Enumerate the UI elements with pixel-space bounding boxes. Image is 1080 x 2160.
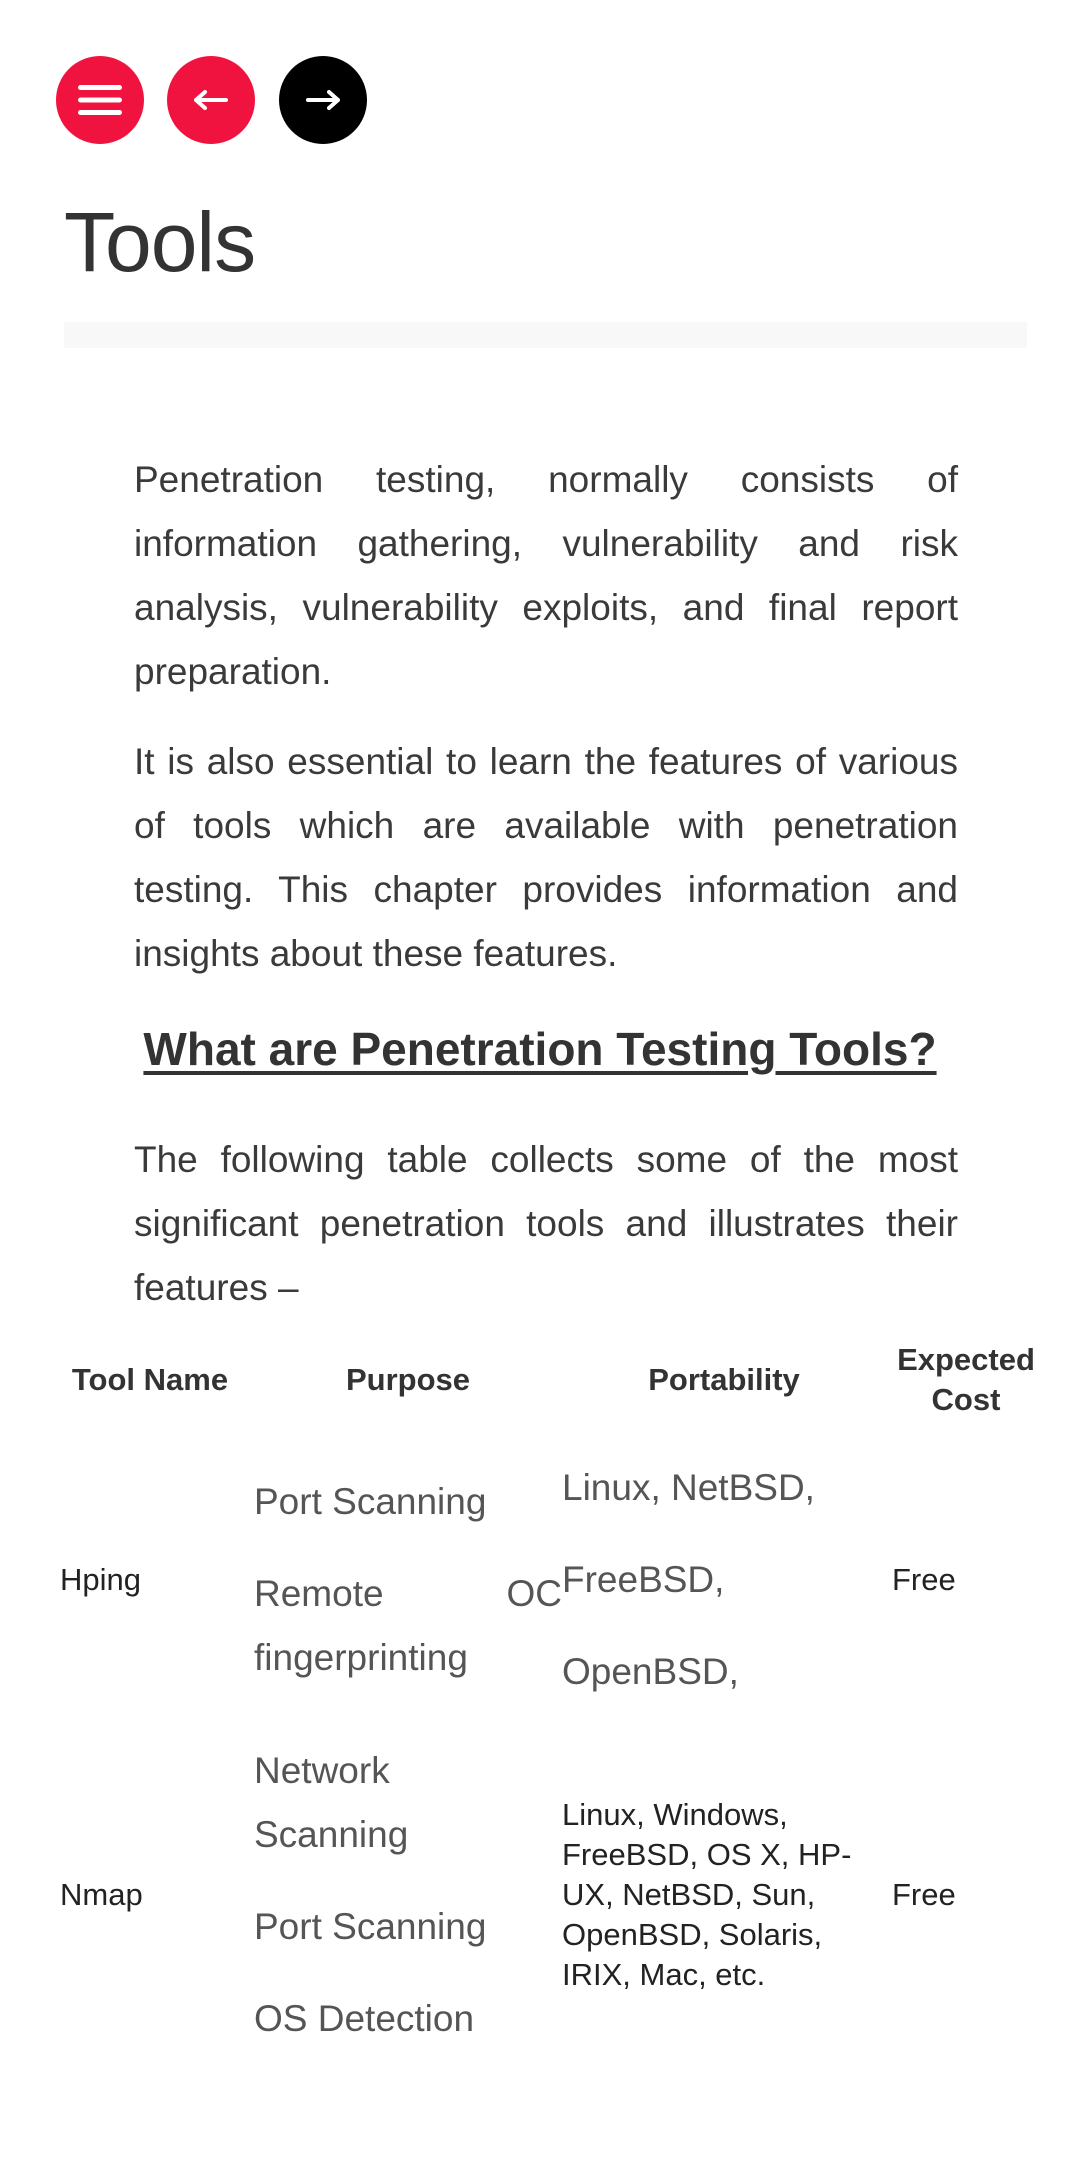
intro-paragraph-1: Penetration testing, normally consists of information gathering, vulnerability and risk analysis, vulnerability exploits, and final report preparation. <box>134 459 958 692</box>
cost-cell: Free <box>892 1877 956 1912</box>
header-tool-name: Tool Name <box>71 1362 229 1397</box>
arrow-left-icon <box>194 89 228 111</box>
purpose-item: Port Scanning <box>254 1481 487 1522</box>
header-portability: Portability <box>648 1362 800 1397</box>
portability-cell: Linux, Windows, FreeBSD, OS X, HP-UX, NetBSD, Sun, OpenBSD, Solaris, IRIX, Mac, etc. <box>562 1797 852 1992</box>
portability-item: OpenBSD, <box>562 1651 739 1692</box>
purpose-item: Remote OC fingerprinting <box>254 1573 562 1678</box>
purpose-item: Port Scanning <box>254 1906 487 1947</box>
arrow-right-icon <box>306 89 340 111</box>
next-page-button[interactable] <box>279 56 367 144</box>
purpose-item: OS Detection <box>254 1998 475 2039</box>
table-row <box>46 1730 1046 2060</box>
table-row <box>46 1430 1046 1730</box>
title-divider <box>64 322 1027 348</box>
tools-table <box>46 1330 1046 2060</box>
intro-paragraph-2: It is also essential to learn the features of various of tools which are available with penetration testing. This chapter provides information and insights about these features. <box>134 741 958 974</box>
section-heading: What are Penetration Testing Tools? <box>143 1023 937 1075</box>
purpose-cell <box>254 1730 562 2060</box>
portability-item: FreeBSD, <box>562 1559 725 1600</box>
cost-cell: Free <box>892 1562 956 1597</box>
portability-item: Linux, NetBSD, <box>562 1467 815 1508</box>
purpose-cell <box>254 1430 562 1730</box>
header-purpose: Purpose <box>345 1362 471 1397</box>
page-title: Tools <box>64 195 256 289</box>
tool-name-cell: Hping <box>60 1562 141 1597</box>
section-paragraph: The following table collects some of the most significant penetration tools and illustrates their features – <box>134 1139 958 1308</box>
purpose-item: Network Scanning <box>254 1750 409 1855</box>
header-expected-cost: Expected Cost <box>897 1342 1035 1417</box>
previous-page-button[interactable] <box>167 56 255 144</box>
portability-cell <box>562 1430 886 1730</box>
hamburger-menu-icon <box>78 85 122 115</box>
tool-name-cell: Nmap <box>60 1877 143 1912</box>
table-header-row <box>46 1330 1046 1430</box>
menu-button[interactable] <box>56 56 144 144</box>
